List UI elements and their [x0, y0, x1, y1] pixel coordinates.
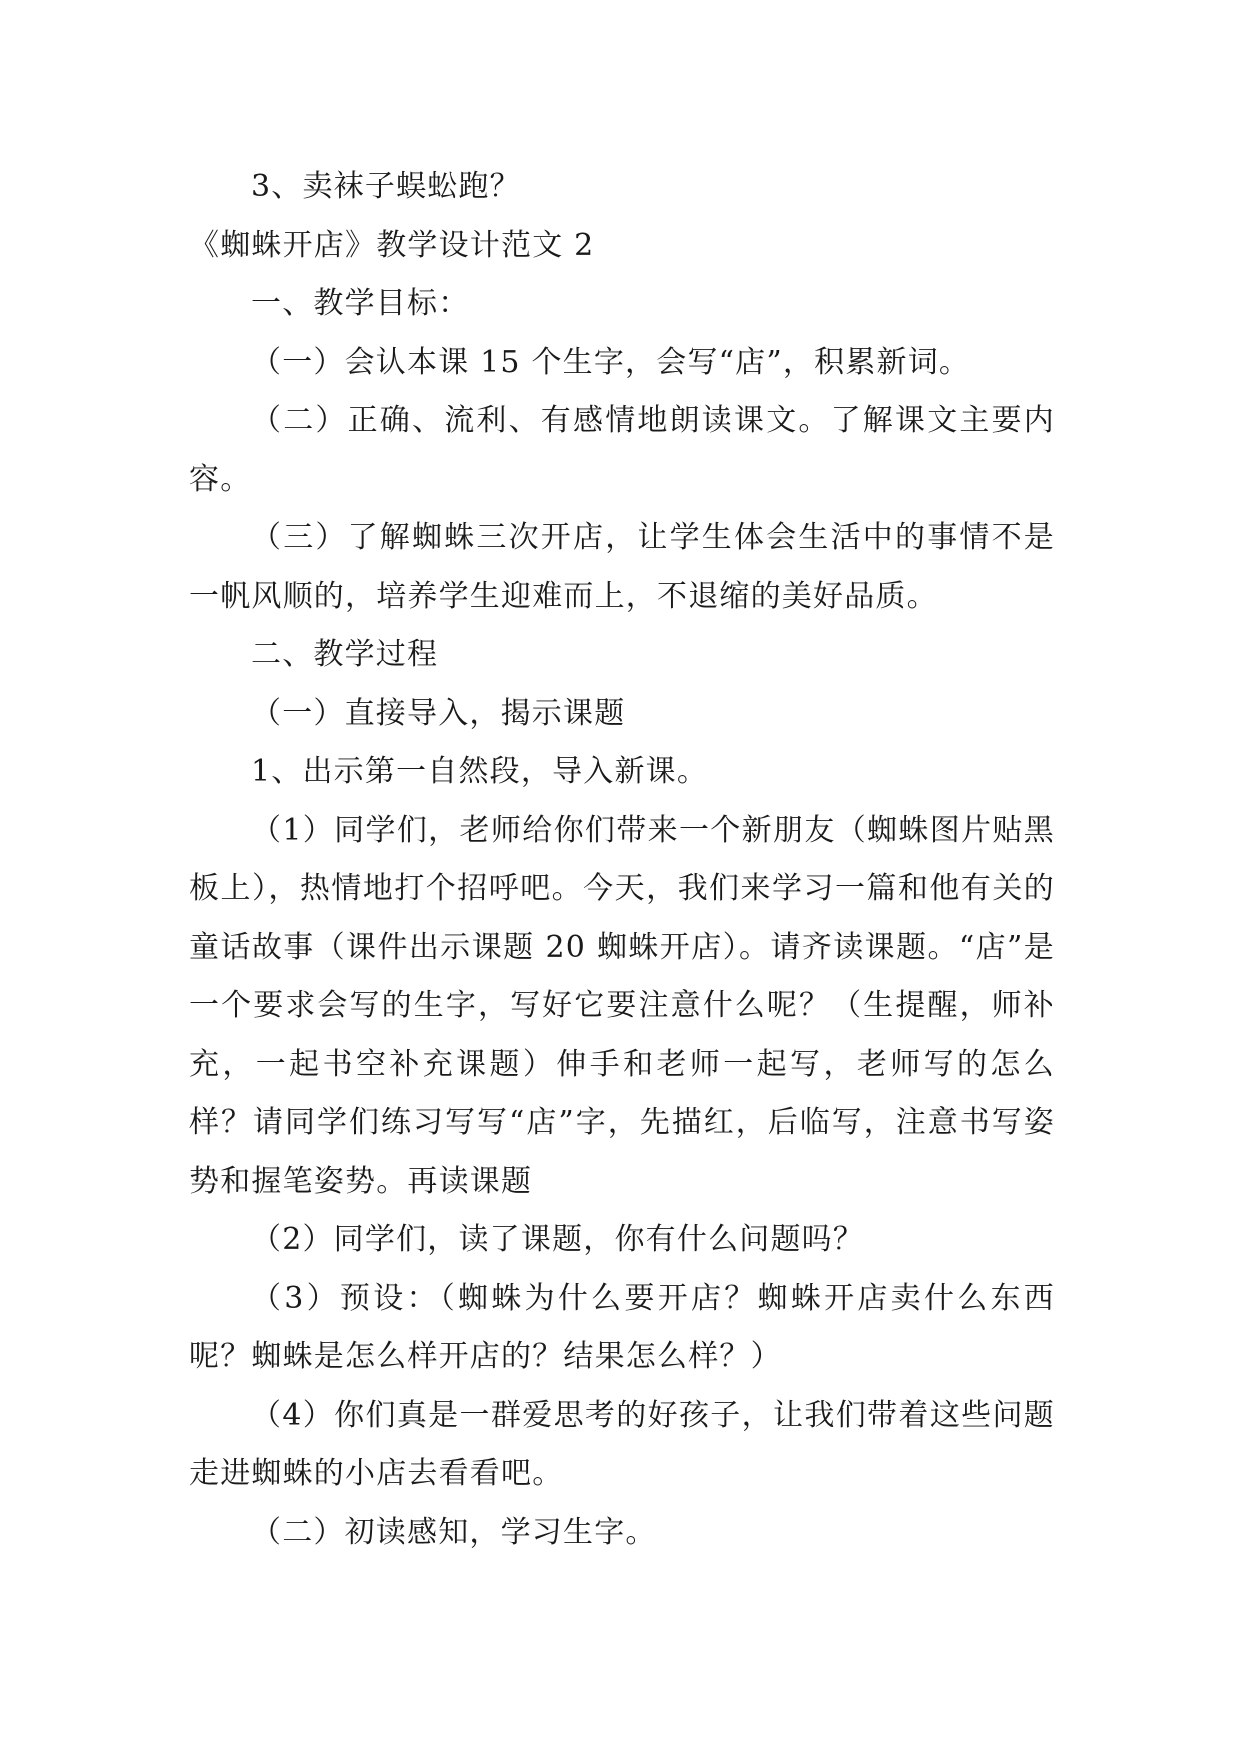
section-heading-goals: 一、教学目标：: [251, 286, 470, 321]
step-paragraph-1: （1）同学们，老师给你们带来一个新朋友（蜘蛛图片贴黑板上），热情地打个招呼吧。今天，我们来学习一篇和他有关的童话故事（课件出示课题 20 蜘蛛开店）。请齐读课题。“店”是一个要求会写的生字，写好它要注意什么呢？（生提醒，师补充，一起书空补充课题）伸手和老师一起写，老师写的怎么样？请同学们练习写写“店”字，先描红，后临写，注意书写姿势和握笔姿势。再读课题: [189, 812, 1055, 1199]
step-paragraph-2: （2）同学们，读了课题，你有什么问题吗？: [251, 1222, 865, 1257]
document-title: 《蜘蛛开店》教学设计范文 2: [189, 227, 595, 263]
paragraph-centipede-question: 3、卖袜子蜈蚣跑？: [251, 169, 521, 204]
step-item-1: 1、出示第一自然段，导入新课。: [251, 754, 709, 789]
goal-item-1: （一）会认本课 15 个生字，会写“店”，积累新词。: [251, 344, 971, 380]
step-paragraph-4: （4）你们真是一群爱思考的好孩子，让我们带着这些问题走进蜘蛛的小店去看看吧。: [189, 1397, 1055, 1491]
section-heading-process: 二、教学过程: [251, 637, 439, 672]
subsection-heading-intro: （一）直接导入，揭示课题: [251, 695, 626, 731]
step-paragraph-3: （3）预设：（蜘蛛为什么要开店？蜘蛛开店卖什么东西呢？蜘蛛是怎么样开店的？结果怎么样？）: [189, 1280, 1055, 1374]
goal-item-3: （三）了解蜘蛛三次开店，让学生体会生活中的事情不是一帆风顺的，培养学生迎难而上，不退缩的美好品质。: [189, 520, 1055, 614]
goal-item-2: （二）正确、流利、有感情地朗读课文。了解课文主要内容。: [189, 403, 1055, 497]
subsection-heading-reading: （二）初读感知，学习生字。: [251, 1514, 657, 1550]
document-body: [189, 158, 1055, 1562]
